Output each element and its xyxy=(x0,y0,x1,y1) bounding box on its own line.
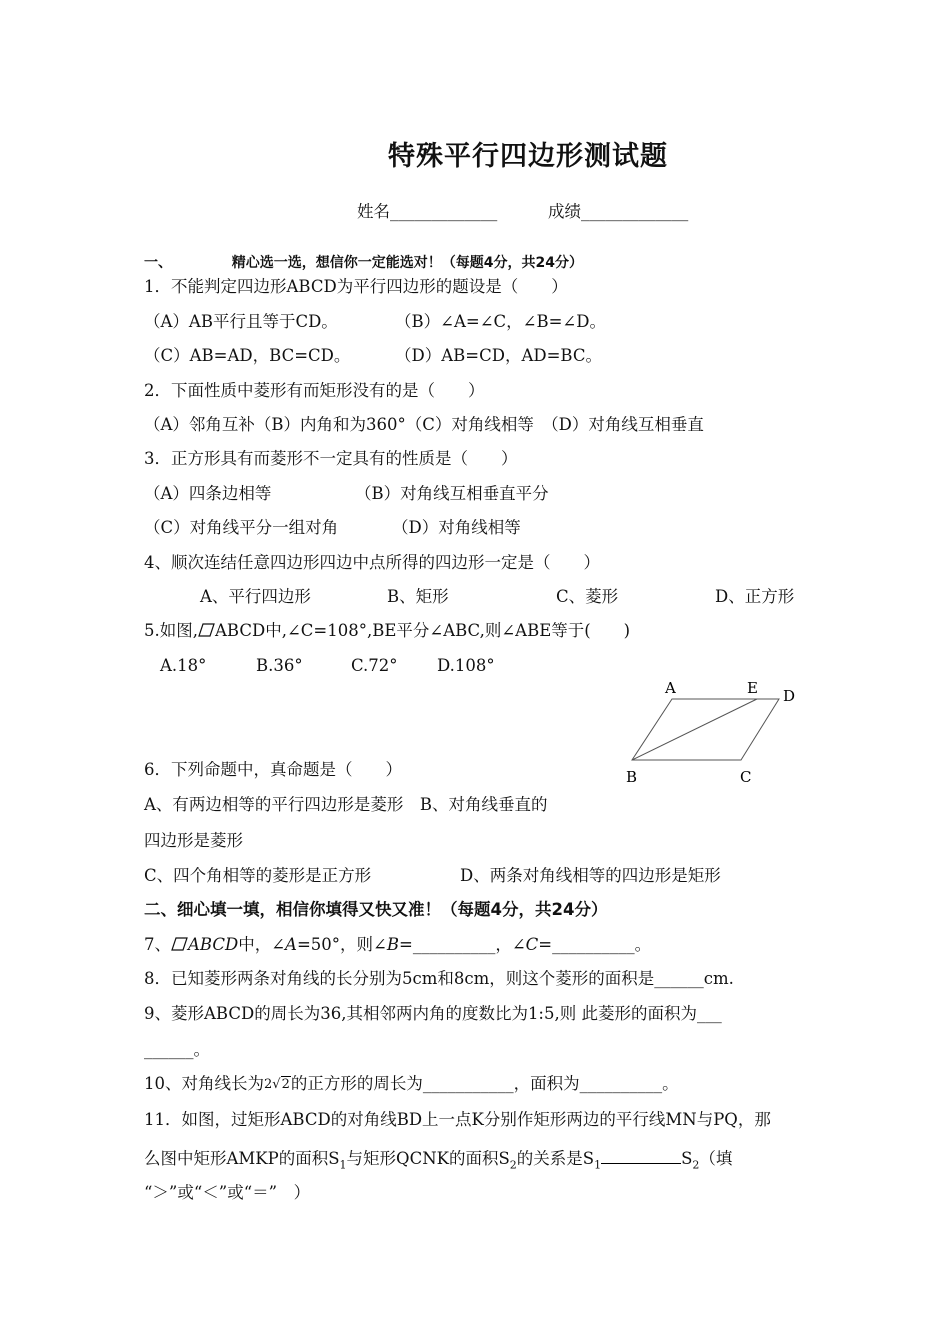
q10 xyxy=(144,1074,679,1096)
q11-text-4: （填 xyxy=(699,1149,733,1168)
q4-stem: 4、顺次连结任意四边形四边中点所得的四边形一定是（ ） xyxy=(144,553,600,572)
q7-text-4: =__________。 xyxy=(538,935,652,954)
q7-var-c: C xyxy=(525,935,539,954)
q11-text-2: 与矩形QCNK的面积S xyxy=(346,1149,510,1168)
q10-radicand: 2 xyxy=(281,1077,290,1092)
q7-text-3: =__________，∠ xyxy=(399,935,526,954)
score-field-label: 成绩_____________ xyxy=(548,202,689,221)
name-field-label: 姓名_____________ xyxy=(357,202,498,221)
q7-parallelogram-name: ABCD xyxy=(188,935,239,954)
q3-option-a: （A）四条边相等 xyxy=(144,484,272,503)
q7-var-b: B xyxy=(386,935,399,954)
q1-stem: 1．不能判定四边形ABCD为平行四边形的题设是（ ） xyxy=(144,277,568,296)
q11-answer-blank xyxy=(601,1147,681,1164)
parallelogram-symbol-icon xyxy=(171,937,188,951)
q10-coefficient: 2 xyxy=(264,1077,273,1092)
q5-stem xyxy=(144,621,630,641)
q1-option-b: （B）∠A=∠C，∠B=∠D。 xyxy=(395,312,606,331)
q7-number: 7、 xyxy=(144,935,171,954)
parallelogram-symbol-icon xyxy=(198,623,215,637)
q3-stem: 3．正方形具有而菱形不一定具有的性质是（ ） xyxy=(144,449,518,468)
q5-option-b: B.36° xyxy=(256,656,303,675)
label-d: D xyxy=(783,687,796,705)
q11-line2: 么图中矩形AMKP的面积$S_1$与矩形QCNK的面积$S_2$的关系是$S_1$ $S_2$（填 xyxy=(144,1149,733,1172)
q8: 8．已知菱形两条对角线的长分别为5cm和8cm，则这个菱形的面积是______cm. xyxy=(144,969,734,988)
q5-option-a: A.18° xyxy=(160,656,207,675)
parallelogram-abcd xyxy=(632,699,779,760)
q1-option-c: （C）AB=AD，BC=CD。 xyxy=(144,346,351,365)
q7-text-2: =50°，则∠ xyxy=(296,935,387,954)
section1-number: 一、 xyxy=(144,255,172,271)
q11-text-1: 么图中矩形AMKP的面积S xyxy=(144,1149,340,1168)
q2-stem: 2．下面性质中菱形有而矩形没有的是（ ） xyxy=(144,381,485,400)
section1-heading xyxy=(144,253,583,273)
label-a: A xyxy=(665,679,676,697)
q6-stem: 6．下列命题中，真命题是（ ） xyxy=(144,760,402,779)
q7 xyxy=(144,935,651,955)
q5-parallelogram-figure xyxy=(615,676,805,788)
q4-option-c: C、菱形 xyxy=(556,587,619,606)
q11-line1: 11．如图，过矩形ABCD的对角线BD上一点K分别作矩形两边的平行线MN与PQ，那 xyxy=(144,1110,771,1129)
q5-option-c: C.72° xyxy=(351,656,398,675)
q1-option-a: （A）AB平行且等于CD。 xyxy=(144,312,338,331)
q3-option-d: （D）对角线相等 xyxy=(392,518,521,537)
section2-heading: 二、细心填一填，相信你填得又快又准！（每题4分，共24分） xyxy=(144,900,608,919)
label-e: E xyxy=(747,679,758,697)
q4-option-a: A、平行四边形 xyxy=(200,587,311,606)
page-title: 特殊平行四边形测试题 xyxy=(388,141,668,172)
q10-text-1: 10、对角线长为 xyxy=(144,1074,264,1093)
q4-option-d: D、正方形 xyxy=(715,587,795,606)
label-b: B xyxy=(626,768,638,786)
q9-line2: ______。 xyxy=(144,1040,210,1059)
segment-be xyxy=(632,699,757,760)
q10-radical: 2√2 xyxy=(264,1077,290,1092)
q3-option-c: （C）对角线平分一组对角 xyxy=(144,518,339,537)
q2-options: （A）邻角互补（B）内角和为360°（C）对角线相等 （D）对角线互相垂直 xyxy=(144,415,704,434)
q1-option-d: （D）AB=CD，AD=BC。 xyxy=(395,346,602,365)
q6-option-d: D、两条对角线相等的四边形是矩形 xyxy=(460,866,721,885)
q5-option-d: D.108° xyxy=(437,656,495,675)
q6-line2: 四边形是菱形 xyxy=(144,831,243,850)
q11-sub-1: 1 xyxy=(339,1158,347,1172)
q5-stem-text: ABCD中,∠C=108°,BE平分∠ABC,则∠ABE等于( ) xyxy=(215,621,631,640)
q11-sub-2: 2 xyxy=(509,1158,517,1172)
section1-title: 精心选一选，想信你一定能选对！（每题4分，共24分） xyxy=(231,255,583,271)
q5-stem-prefix: 5.如图, xyxy=(144,621,198,640)
q11-sub-4: 2 xyxy=(692,1158,700,1172)
q6-option-c: C、四个角相等的菱形是正方形 xyxy=(144,866,372,885)
q10-text-2: 的正方形的周长为___________，面积为__________。 xyxy=(290,1074,679,1093)
label-c: C xyxy=(740,768,752,786)
q7-var-a: A xyxy=(285,935,297,954)
q7-text-1: 中，∠ xyxy=(238,935,286,954)
q11-text-3: 的关系是S xyxy=(516,1149,595,1168)
q3-option-b: （B）对角线互相垂直平分 xyxy=(355,484,549,503)
q6-line1: A、有两边相等的平行四边形是菱形 B、对角线垂直的 xyxy=(144,795,548,814)
q11-line3: “＞”或“＜”或“＝” ） xyxy=(144,1183,311,1202)
q11-sub-3: 1 xyxy=(594,1158,602,1172)
q9-line1: 9、菱形ABCD的周长为36,其相邻两内角的度数比为1:5,则 此菱形的面积为___ xyxy=(144,1004,722,1023)
q4-option-b: B、矩形 xyxy=(387,587,449,606)
